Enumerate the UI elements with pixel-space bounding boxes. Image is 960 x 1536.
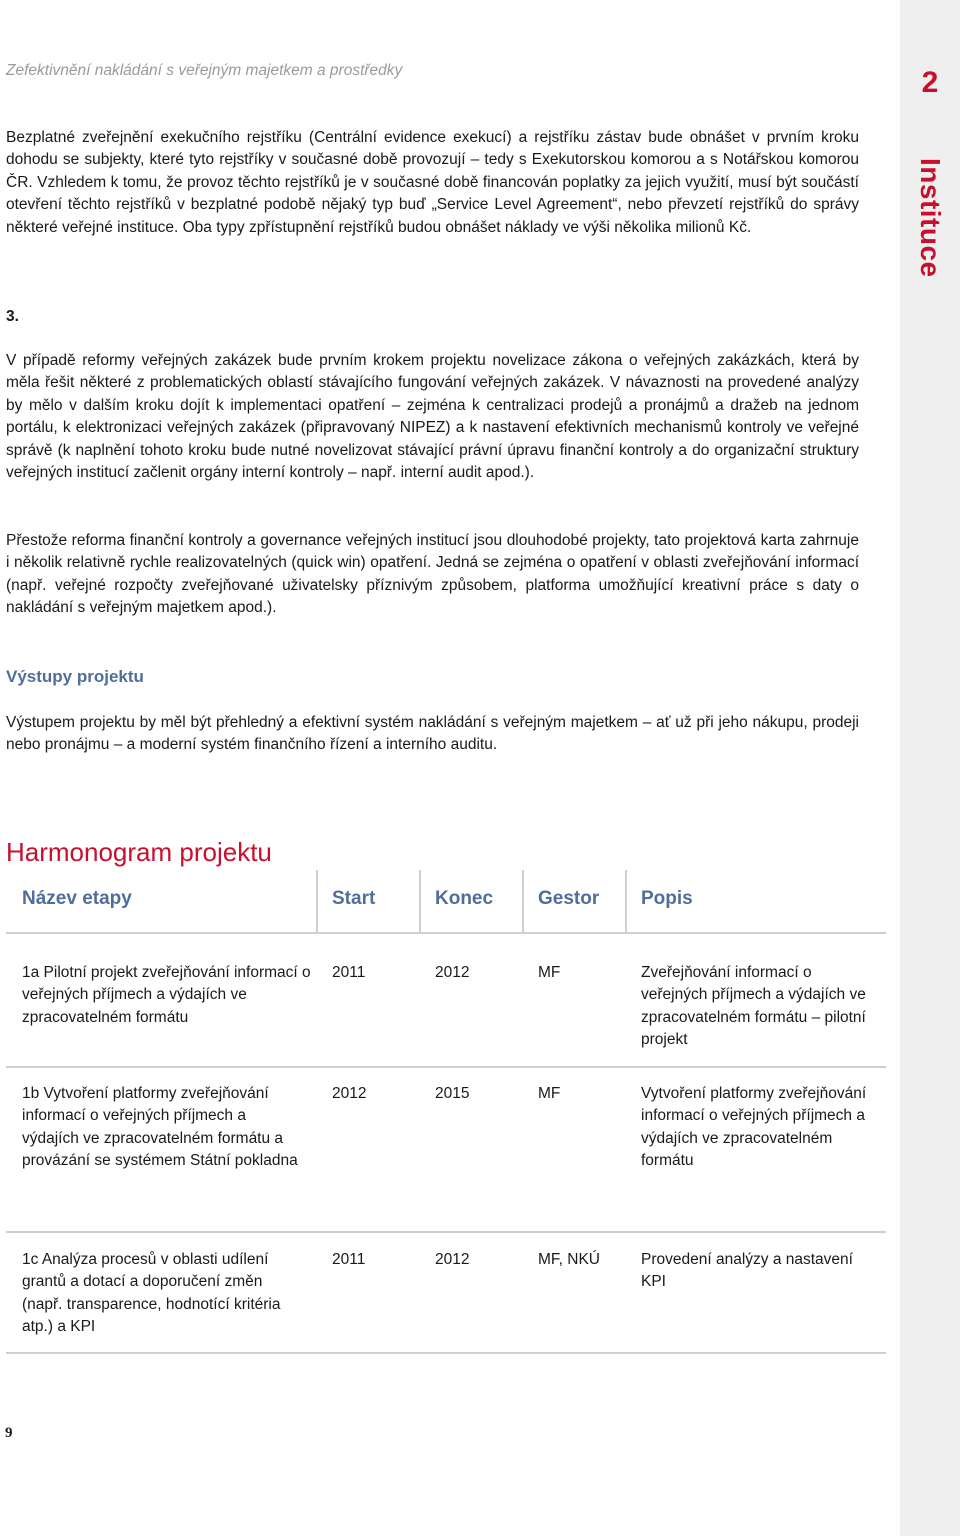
table-row-1a-description: Zveřejňování informací o veřejných příjmech a výdajích ve zpracovatelném formátu – pilotní projekt (641, 964, 866, 1049)
table-row-1b-start: 2012 (332, 1085, 367, 1102)
table-row-1c-gestor: MF, NKÚ (538, 1251, 600, 1268)
chapter-sidebar (900, 0, 960, 1536)
table-row-1b-description: Vytvoření platformy zveřejňování informací o veřejných příjmech a výdajích ve zpracovatelném formátu (641, 1085, 867, 1170)
paragraph-quick-wins: Přestože reforma finanční kontroly a governance veřejných institucí jsou dlouhodobé projekty, tato projektová karta zahrnuje i několik relativně rychle realizovatelných (quick win) opatření. Jedná se zejména o opatření v oblasti zveřejňování informací (např. veřejné rozpočty zveřejňované uživatelsky příznivým způsobem, platforma umožňující kreativní práce s daty o nakládání s veřejným majetkem apod.). (6, 532, 859, 617)
table-rule (6, 1066, 886, 1068)
column-separator (419, 870, 421, 932)
heading-schedule: Harmonogram projektu (6, 837, 272, 867)
page-number: 9 (5, 1425, 13, 1441)
paragraph-procurement-reform: V případě reformy veřejných zakázek bude prvním krokem projektu novelizace zákona o veřejných zakázkách, která by měla řešit některé z problematických oblastí stávajícího fungování veřejných zakázek. V návaznosti na provedené analýzy by mělo v dalším kroku dojít k implementaci opatření – zejména k centralizaci prodejů a pronájmů a dražeb na jednom portálu, k elektronizaci veřejných zakázek (připravovaný NIPEZ) a k nastavení efektivních mechanismů kontroly ve veřejné správě (k naplnění tohoto kroku bude nutné novelizovat stávající právní úpravu finanční kontroly a do organizační struktury veřejných institucí začlenit orgány interní kontroly – např. interní audit apod.). (6, 352, 859, 482)
heading-project-outputs: Výstupy projektu (6, 667, 144, 686)
column-header-name: Název etapy (22, 888, 132, 909)
column-header-gestor: Gestor (538, 888, 600, 909)
column-separator (316, 870, 318, 932)
table-row-1b-gestor: MF (538, 1085, 561, 1102)
table-rule (6, 1352, 886, 1354)
running-title: Zefektivnění nakládání s veřejným majetkem a prostředky (6, 62, 403, 79)
table-rule (6, 932, 886, 934)
table-rule (6, 1231, 886, 1233)
table-row-1c-start: 2011 (332, 1251, 366, 1268)
table-row-1a-end: 2012 (435, 964, 470, 981)
table-row-1a-gestor: MF (538, 964, 561, 981)
table-row-1b-end: 2015 (435, 1085, 470, 1102)
column-separator (625, 870, 627, 932)
paragraph-project-outputs: Výstupem projektu by měl být přehledný a efektivní systém nakládání s veřejným majetkem – ať už při jeho nákupu, prodeji nebo pronájmu – a moderní systém finančního řízení a interního auditu. (6, 714, 859, 754)
chapter-number: 2 (921, 66, 939, 99)
table-row-1c-end: 2012 (435, 1251, 470, 1268)
table-row-1c-name: 1c Analýza procesů v oblasti udílení grantů a dotací a doporučení změn (např. transparence, hodnotící kritéria atp.) a KPI (22, 1251, 281, 1336)
table-row-1b-name: 1b Vytvoření platformy zveřejňování informací o veřejných příjmech a výdajích ve zpracovatelném formátu a provázání se systémem Státní pokladna (22, 1085, 298, 1170)
table-row-1a-start: 2011 (332, 964, 366, 981)
schedule-table (6, 870, 886, 1354)
paragraph-registries: Bezplatné zveřejnění exekučního rejstříku (Centrální evidence exekucí) a rejstříku zástav bude obnášet v prvním kroku dohodu se subjekty, které tyto rejstříky v současné době provozují – tedy s Exekutorskou komorou a s Notářskou komorou ČR. Vzhledem k tomu, že provoz těchto rejstříků je v současné době financován poplatky za jejich využití, musí být součástí otevření těchto rejstříků v bezplatné podobě nějaký typ buď „Service Level Agreement“, nebo převzetí rejstříků do správy některé veřejné instituce. Oba typy zpřístupnění rejstříků budou obnášet náklady ve výši několika milionů Kč. (6, 129, 859, 236)
section-number: 3. (6, 308, 19, 325)
chapter-label: Instituce (915, 158, 946, 278)
column-separator (522, 870, 524, 932)
table-row-1a-name: 1a Pilotní projekt zveřejňování informací o veřejných příjmech a výdajích ve zpracovatelném formátu (22, 964, 311, 1026)
column-header-description: Popis (641, 888, 693, 909)
table-row-1c-description: Provedení analýzy a nastavení KPI (641, 1251, 853, 1291)
column-header-start: Start (332, 888, 376, 909)
column-header-end: Konec (435, 888, 494, 909)
